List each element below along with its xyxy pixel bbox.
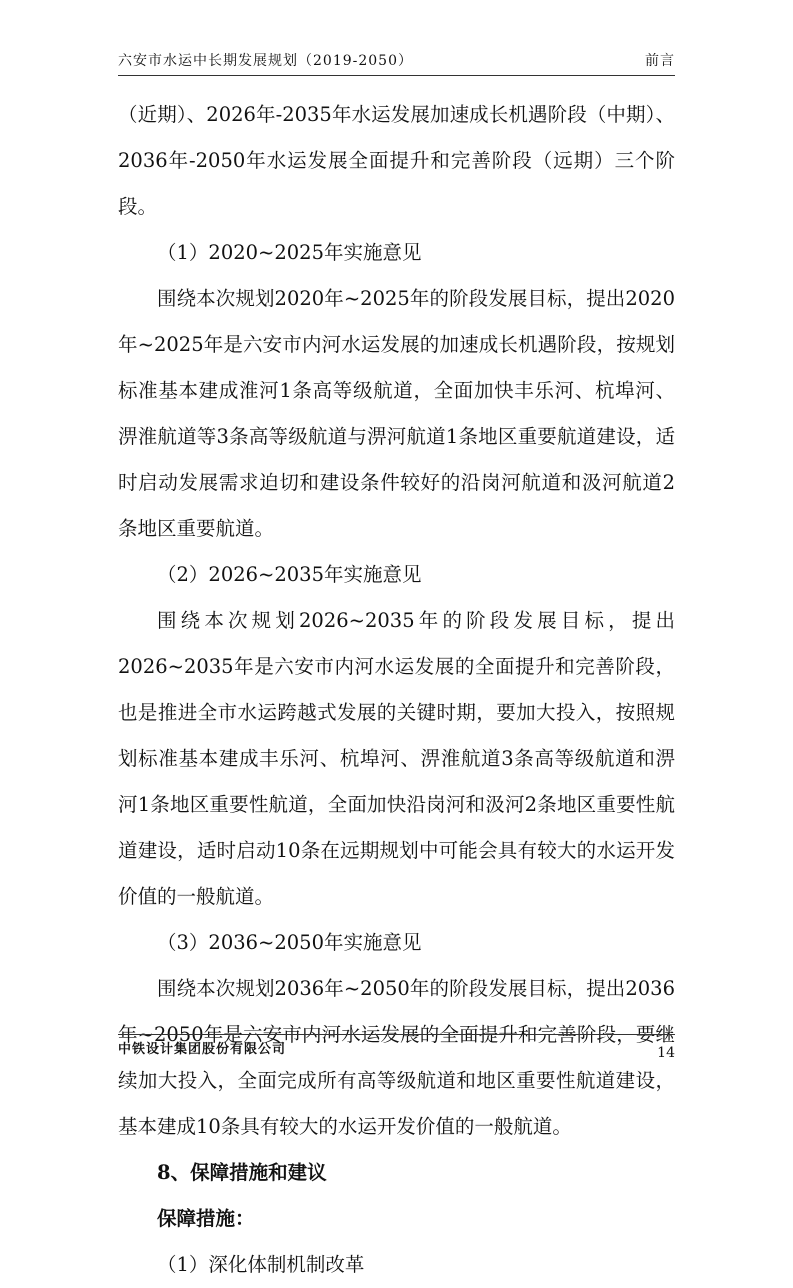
subheading-safeguard-measures: 保障措施： (157, 1207, 255, 1230)
paragraph-2020-2025: 围绕本次规划2020年~2025年的阶段发展目标，提出2020年~2025年是六安市内河水运发展的加速成长机遇阶段，按规划标准基本建成淮河1条高等级航道，全面加快丰乐河、杭埠河、淠淮航道等3条高等级航道与淠河航道1条地区重要航道建设，适时启动发展需求迫切和建设条件较好的沿岗河航道和汲河航道2条地区重要航道。 (118, 287, 675, 540)
subheading-2020-2025: （1）2020~2025年实施意见 (157, 241, 422, 264)
header-divider (118, 75, 675, 76)
paragraph-2026-2035: 围绕本次规划2026~2035年的阶段发展目标，提出2026~2035年是六安市内河水运发展的全面提升和完善阶段，也是推进全市水运跨越式发展的关键时期，要加大投入，按照规划标准基本建成丰乐河、杭埠河、淠淮航道3条高等级航道和淠河1条地区重要性航道，全面加快沿岗河和汲河2条地区重要性航道建设，适时启动10条在远期规划中可能会具有较大的水运开发价值的一般航道。 (118, 609, 675, 908)
paragraph-2036-2050: 围绕本次规划2036年~2050年的阶段发展目标，提出2036年~2050年是六安市内河水运发展的全面提升和完善阶段，要继续加大投入，全面完成所有高等级航道和地区重要性航道建设，基本建成10条具有较大的水运开发价值的一般航道。 (118, 977, 675, 1138)
section-name: 前言 (645, 53, 675, 69)
section-heading-safeguards: 8、保障措施和建议 (157, 1161, 327, 1184)
page-body (118, 92, 675, 1288)
page-number: 14 (657, 1045, 675, 1061)
company-name: 中铁设计集团股份有限公司 (118, 1042, 287, 1057)
paragraph-continuation: （近期）、2026年-2035年水运发展加速成长机遇阶段（中期）、2036年-2050年水运发展全面提升和完善阶段（远期）三个阶段。 (118, 103, 675, 218)
subheading-2036-2050: （3）2036~2050年实施意见 (157, 931, 422, 954)
document-title: 六安市水运中长期发展规划（2019-2050） (118, 53, 413, 69)
page-header (118, 44, 675, 74)
page-footer (118, 1037, 675, 1067)
list-item-reform: （1）深化体制机制改革 (157, 1253, 365, 1276)
subheading-2026-2035: （2）2026~2035年实施意见 (157, 563, 422, 586)
footer-divider (118, 1034, 675, 1035)
